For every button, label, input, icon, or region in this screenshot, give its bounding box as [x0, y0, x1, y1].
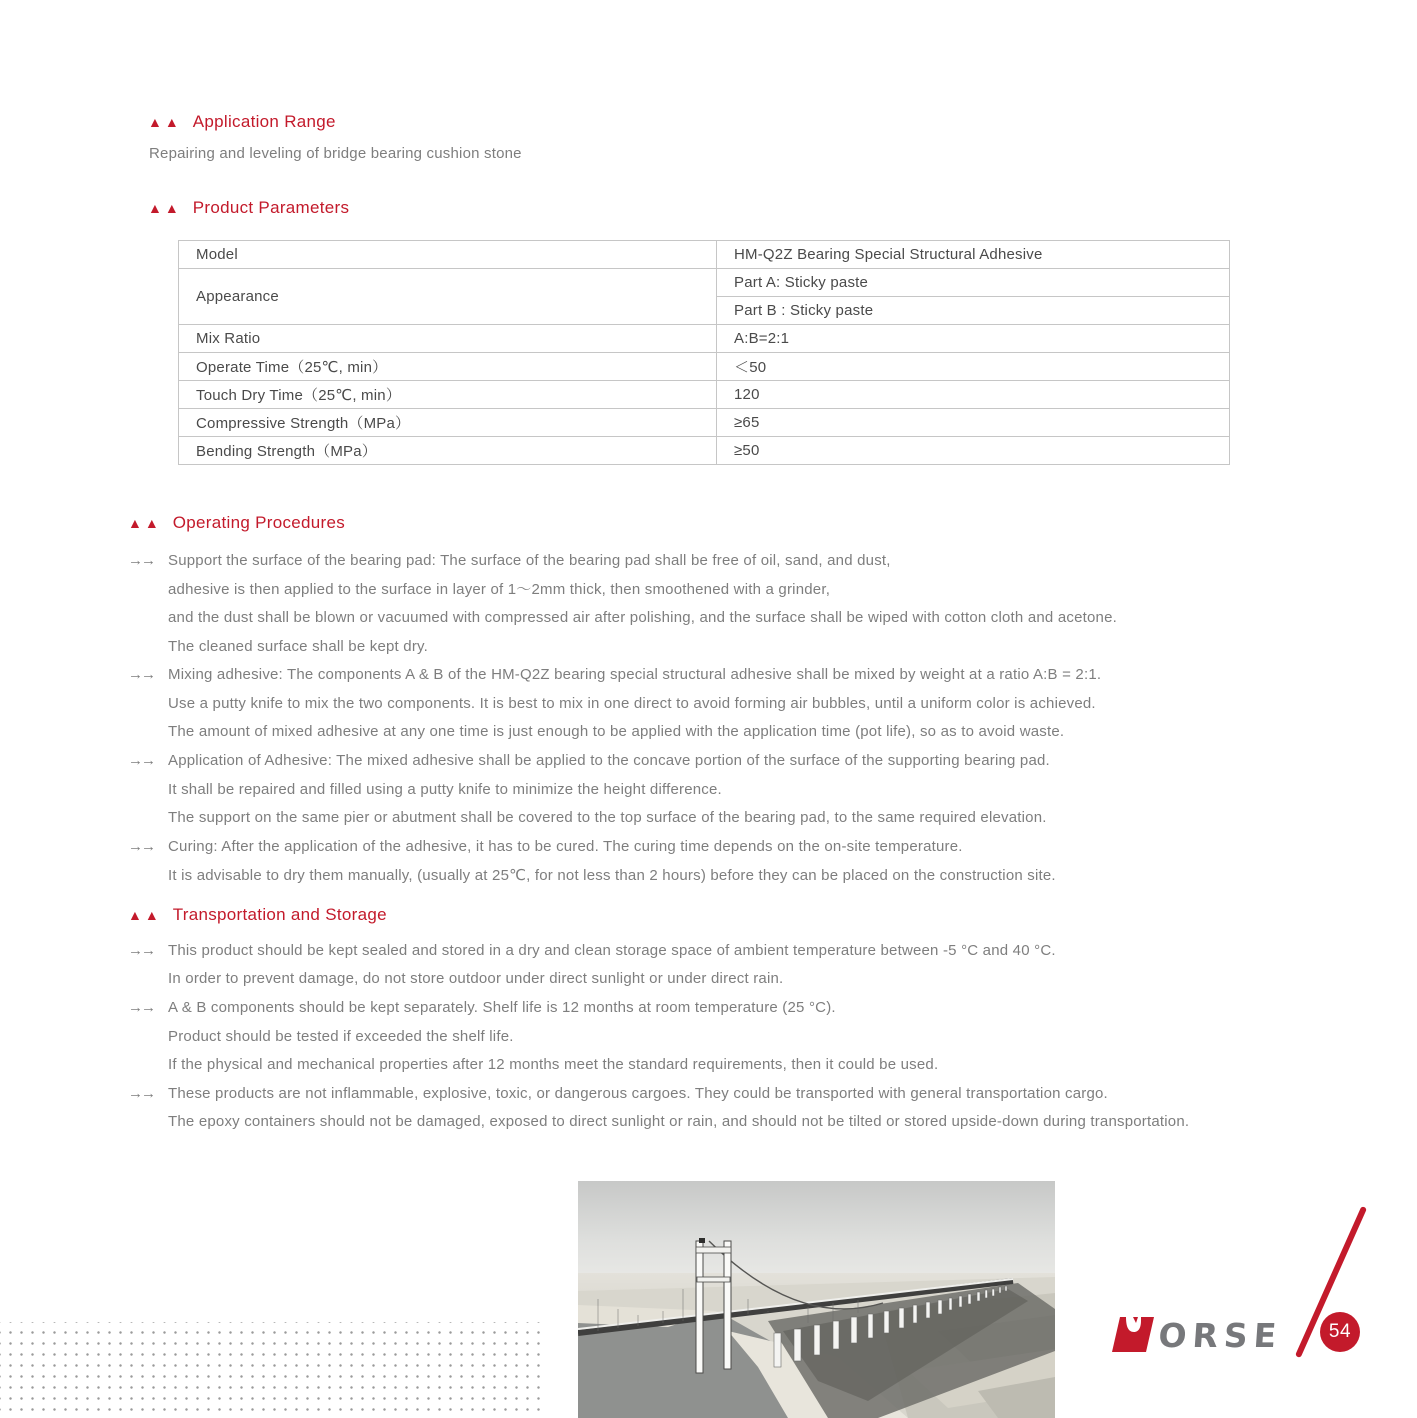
procedure-text: It shall be repaired and filled using a putty knife to minimize the height difference.: [168, 780, 722, 798]
storage-text: This product should be kept sealed and stored in a dry and clean storage space of ambient temperature between -5 °C and 40 °C.: [168, 941, 1056, 959]
transportation-storage-heading: [128, 905, 387, 925]
procedure-line: [128, 746, 1117, 775]
procedure-line: [128, 603, 1117, 632]
param-label-appearance: Appearance: [179, 269, 717, 325]
storage-line: [128, 936, 1189, 965]
param-value-operate-time: ＜50: [717, 353, 1230, 381]
procedure-line: [128, 546, 1117, 575]
transportation-storage-list: [128, 936, 1189, 1136]
procedure-line: [128, 775, 1117, 804]
param-label-touch-dry: Touch Dry Time（25℃, min）: [179, 381, 717, 409]
arrow-bullet-icon: →→: [128, 751, 154, 769]
procedure-text: Use a putty knife to mix the two components. It is best to mix in one direct to avoid forming air bubbles, until a uniform color is achieved.: [168, 694, 1096, 712]
horse-head-icon: [1112, 1317, 1154, 1352]
arrow-bullet-icon: →→: [128, 837, 154, 855]
storage-line: [128, 993, 1189, 1022]
triangle-marker-icon: ▲▲: [128, 515, 162, 531]
arrow-bullet-icon: →→: [128, 551, 154, 569]
procedure-text: Mixing adhesive: The components A & B of the HM-Q2Z bearing special structural adhesive shall be mixed by weight at a ratio A:B = 2:1.: [168, 666, 1102, 684]
procedure-text: It is advisable to dry them manually, (usually at 25℃, for not less than 2 hours) before they can be placed on the construction site.: [168, 866, 1056, 884]
table-row: [179, 269, 1230, 297]
arrow-bullet-icon: →→: [128, 666, 154, 684]
param-value-mix-ratio: A:B=2:1: [717, 325, 1230, 353]
param-label-bending: Bending Strength（MPa）: [179, 437, 717, 465]
storage-line: [128, 1079, 1189, 1108]
page-number-badge: 54: [1320, 1312, 1360, 1352]
storage-text: The epoxy containers should not be damaged, exposed to direct sunlight or rain, and should not be tilted or stored upside-down during transportation.: [168, 1113, 1190, 1131]
storage-text: If the physical and mechanical properties after 12 months meet the standard requirements, then it could be used.: [168, 1056, 939, 1074]
application-range-body: Repairing and leveling of bridge bearing cushion stone: [149, 145, 522, 162]
param-label-operate-time: Operate Time（25℃, min）: [179, 353, 717, 381]
storage-text: A & B components should be kept separately. Shelf life is 12 months at room temperature (25 °C).: [168, 998, 836, 1016]
operating-procedures-title: Operating Procedures: [172, 513, 346, 532]
param-value-touch-dry: 120: [717, 381, 1230, 409]
parameters-table: [178, 240, 1230, 465]
procedure-line: [128, 832, 1117, 861]
triangle-marker-icon: ▲▲: [148, 200, 182, 216]
storage-line: [128, 965, 1189, 994]
storage-line: [128, 1108, 1189, 1137]
table-row: [179, 409, 1230, 437]
operating-procedures-heading: [128, 513, 345, 533]
procedure-line: [128, 861, 1117, 890]
procedure-text: and the dust shall be blown or vacuumed with compressed air after polishing, and the surface shall be wiped with cotton cloth and acetone.: [168, 608, 1117, 626]
procedure-line: [128, 632, 1117, 661]
arrow-bullet-icon: →→: [128, 941, 154, 959]
application-range-title: Application Range: [192, 112, 336, 131]
triangle-marker-icon: ▲▲: [148, 114, 182, 130]
brand-letters: ORSE: [1157, 1316, 1284, 1355]
param-label-model: Model: [179, 241, 717, 269]
procedure-text: Curing: After the application of the adhesive, it has to be cured. The curing time depends on the on-site temperature.: [168, 837, 963, 855]
horse-logo: [1106, 1314, 1316, 1356]
param-value-appearance-b: Part B : Sticky paste: [717, 297, 1230, 325]
storage-text: Product should be tested if exceeded the shelf life.: [168, 1027, 514, 1045]
table-row: [179, 241, 1230, 269]
dot-pattern-decoration: [0, 1322, 548, 1418]
bridge-photo: [578, 1181, 1055, 1418]
application-range-heading: [148, 112, 336, 132]
procedure-line: [128, 575, 1117, 604]
param-value-appearance-a: Part A: Sticky paste: [717, 269, 1230, 297]
storage-text: In order to prevent damage, do not store outdoor under direct sunlight or under direct rain.: [168, 970, 784, 988]
storage-line: [128, 1050, 1189, 1079]
param-value-bending: ≥50: [717, 437, 1230, 465]
procedure-line: [128, 660, 1117, 689]
arrow-bullet-icon: →→: [128, 998, 154, 1016]
table-row: [179, 437, 1230, 465]
table-row: [179, 381, 1230, 409]
triangle-marker-icon: ▲▲: [128, 907, 162, 923]
product-parameters-title: Product Parameters: [192, 198, 350, 217]
product-parameters-heading: [148, 198, 349, 218]
arrow-bullet-icon: →→: [128, 1084, 154, 1102]
param-value-model: HM-Q2Z Bearing Special Structural Adhesive: [717, 241, 1230, 269]
procedure-text: The cleaned surface shall be kept dry.: [168, 637, 428, 655]
procedure-text: Support the surface of the bearing pad: The surface of the bearing pad shall be free of oil, sand, and dust,: [168, 551, 891, 569]
procedure-text: The support on the same pier or abutment shall be covered to the top surface of the bearing pad, to the same required elevation.: [168, 809, 1047, 827]
param-value-compressive: ≥65: [717, 409, 1230, 437]
table-row: [179, 325, 1230, 353]
param-label-mix-ratio: Mix Ratio: [179, 325, 717, 353]
operating-procedures-list: [128, 546, 1117, 889]
procedure-text: Application of Adhesive: The mixed adhesive shall be applied to the concave portion of the surface of the supporting bearing pad.: [168, 751, 1050, 769]
procedure-line: [128, 689, 1117, 718]
param-label-compressive: Compressive Strength（MPa）: [179, 409, 717, 437]
table-row: [179, 353, 1230, 381]
procedure-line: [128, 803, 1117, 832]
procedure-line: [128, 718, 1117, 747]
storage-text: These products are not inflammable, explosive, toxic, or dangerous cargoes. They could be transported with general transportation cargo.: [168, 1084, 1108, 1102]
transportation-storage-title: Transportation and Storage: [172, 905, 387, 924]
procedure-text: The amount of mixed adhesive at any one time is just enough to be applied with the application time (pot life), so as to avoid waste.: [168, 723, 1065, 741]
storage-line: [128, 1022, 1189, 1051]
procedure-text: adhesive is then applied to the surface in layer of 1～2mm thick, then smoothened with a grinder,: [168, 581, 831, 599]
